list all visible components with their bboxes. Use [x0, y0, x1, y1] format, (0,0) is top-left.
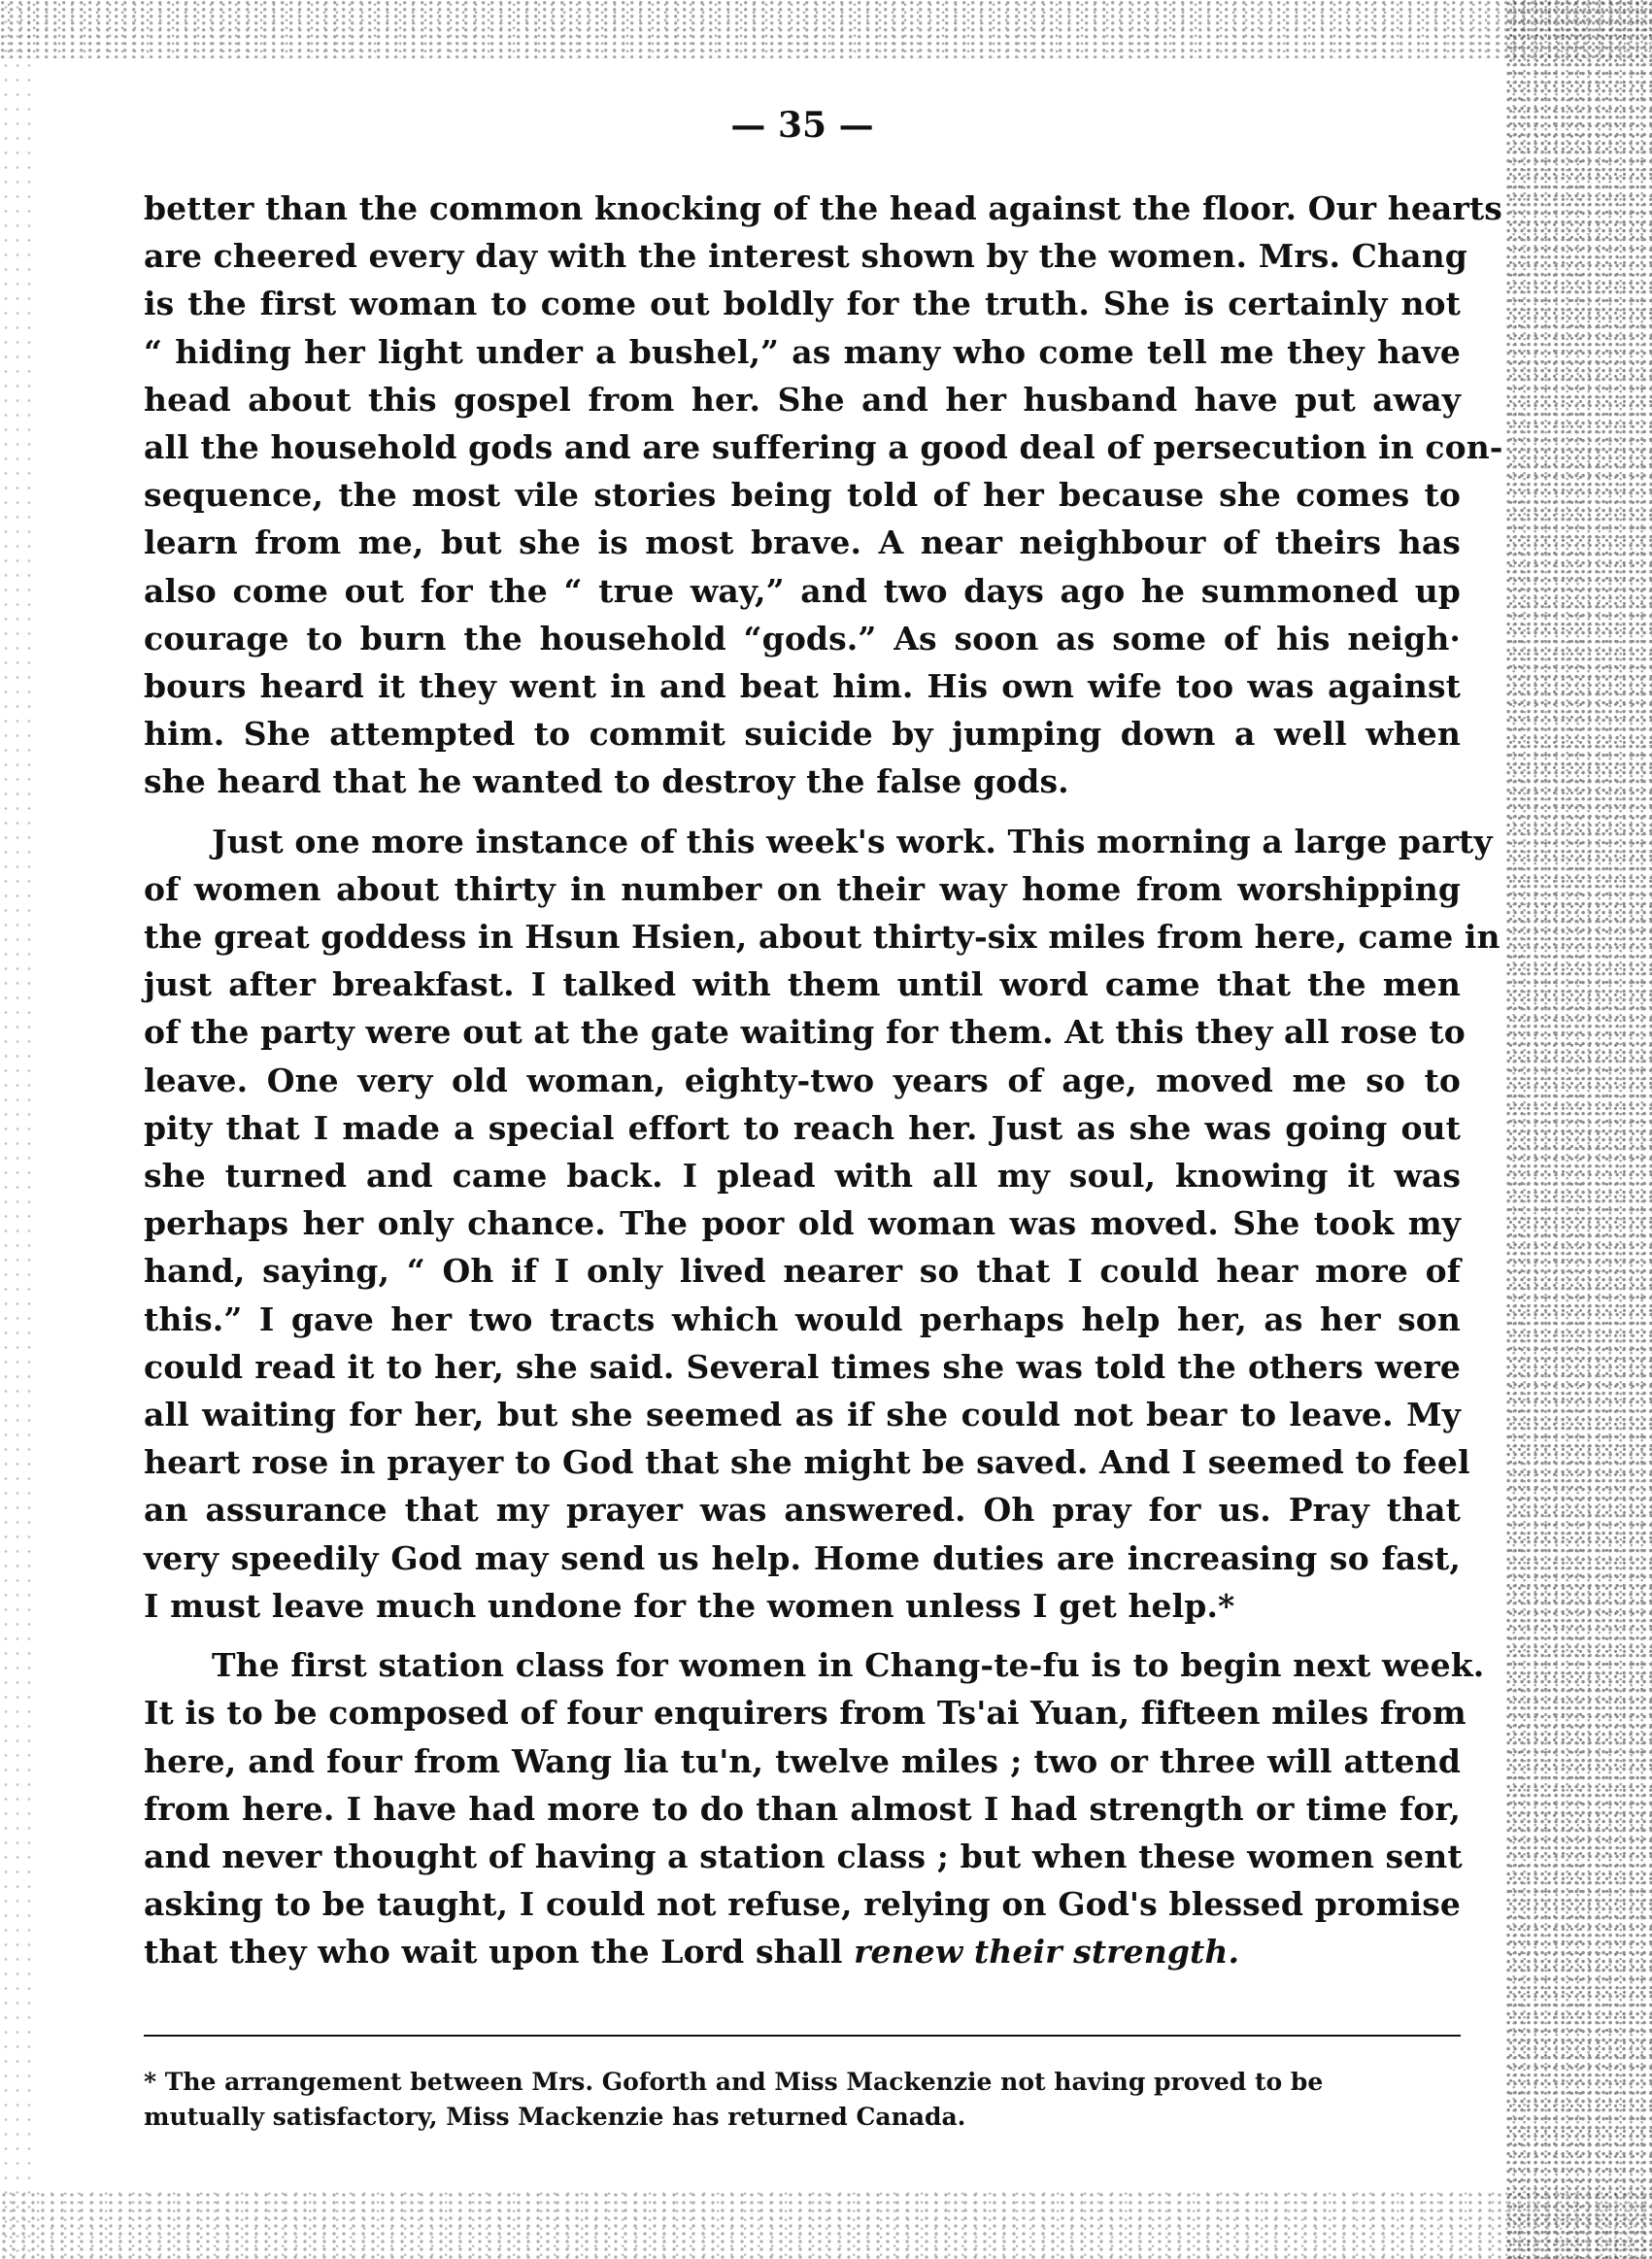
scan-noise-right — [1506, 0, 1652, 2259]
text-line: courage to burn the household “gods.” As soon as some of his neigh· — [144, 619, 1461, 657]
text-line: heart rose in prayer to God that she might be saved. And I seemed to feel — [144, 1443, 1470, 1482]
body-text — [144, 185, 1503, 1988]
scan-noise-bottom — [0, 2191, 1652, 2259]
text-line: hand, saying, “ Oh if I only lived nearer so that I could hear more of — [144, 1252, 1461, 1291]
text-line: It is to be composed of four enquirers from Ts'ai Yuan, fifteen miles from — [144, 1694, 1467, 1733]
text-line: “ hiding her light under a bushel,” as many who come tell me they have — [144, 332, 1461, 371]
text-line: are cheered every day with the interest shown by the women. Mrs. Chang — [144, 237, 1467, 276]
text-line: asking to be taught, I could not refuse, relying on God's blessed promise — [144, 1885, 1461, 1924]
text-line: sequence, the most vile stories being told of her because she comes to — [144, 476, 1461, 515]
text-line: him. She attempted to commit suicide by jumping down a well when — [144, 715, 1461, 754]
text-line: this.” I gave her two tracts which would perhaps help her, as her son — [144, 1299, 1461, 1338]
text-line: head about this gospel from her. She and her husband have put away — [144, 380, 1461, 419]
scan-noise-left — [0, 0, 39, 2259]
paragraph-3-last-line — [144, 1928, 1461, 1975]
last-line-italic: renew their strength. — [854, 1933, 1240, 1972]
text-line: also come out for the “ true way,” and two days ago he summoned up — [144, 571, 1461, 610]
text-line: all waiting for her, but she seemed as if she could not bear to leave. My — [144, 1396, 1461, 1434]
text-line: she heard that he wanted to destroy the false gods. — [144, 762, 1069, 801]
paragraph-3-lines — [144, 1641, 1485, 1928]
footnote — [144, 2065, 1461, 2135]
text-line: learn from me, but she is most brave. A near neighbour of theirs has — [144, 523, 1461, 562]
text-line: is the first woman to come out boldly for the truth. She is certainly not — [144, 285, 1461, 323]
paragraph-1 — [144, 185, 1503, 806]
text-line: the great goddess in Hsun Hsien, about thirty-six miles from here, came in — [144, 918, 1500, 957]
text-line: Just one more instance of this week's work. This morning a large party — [212, 822, 1493, 860]
text-line: very speedily God may send us help. Home duties are increasing so fast, — [144, 1538, 1461, 1577]
footnote-divider — [144, 2035, 1461, 2037]
text-line: here, and four from Wang lia tu'n, twelve miles ; two or three will attend — [144, 1741, 1461, 1780]
paragraph-2 — [144, 818, 1500, 1630]
text-line: pity that I made a special effort to reach her. Just as she was going out — [144, 1108, 1461, 1147]
text-line: better than the common knocking of the head against the floor. Our hearts — [144, 189, 1502, 227]
text-line: of women about thirty in number on their way home from worshipping — [144, 869, 1461, 908]
text-line: I must leave much undone for the women unless I get help.* — [144, 1586, 1235, 1625]
page-number: — 35 — — [730, 105, 874, 146]
text-line: an assurance that my prayer was answered. Oh pray for us. Pray that — [144, 1491, 1461, 1530]
text-line: and never thought of having a station class ; but when these women sent — [144, 1837, 1463, 1875]
text-line: just after breakfast. I talked with them until word came that the men — [144, 965, 1461, 1004]
last-line-text: that they who wait upon the Lord shall — [144, 1933, 855, 1972]
text-line: she turned and came back. I plead with all my soul, knowing it was — [144, 1157, 1461, 1196]
text-line: leave. One very old woman, eighty-two years of age, moved me so to — [144, 1061, 1461, 1099]
text-line: of the party were out at the gate waiting for them. At this they all rose to — [144, 1013, 1466, 1052]
text-line: from here. I have had more to do than almost I had strength or time for, — [144, 1789, 1461, 1828]
text-line: could read it to her, she said. Several times she was told the others were — [144, 1347, 1461, 1386]
text-line: all the household gods and are suffering a good deal of persecution in con- — [144, 428, 1503, 467]
footnote-line-1: * The arrangement between Mrs. Goforth and Miss Mackenzie not having proved to be — [144, 2068, 1324, 2096]
footnote-line-2: mutually satisfactory, Miss Mackenzie has returned Canada. — [144, 2103, 966, 2131]
scan-noise-top — [0, 0, 1652, 58]
text-line: perhaps her only chance. The poor old woman was moved. She took my — [144, 1204, 1461, 1243]
text-line: The first station class for women in Chang-te-fu is to begin next week. — [212, 1646, 1485, 1685]
paragraph-3 — [144, 1641, 1485, 1975]
text-line: bours heard it they went in and beat him. His own wife too was against — [144, 667, 1461, 706]
